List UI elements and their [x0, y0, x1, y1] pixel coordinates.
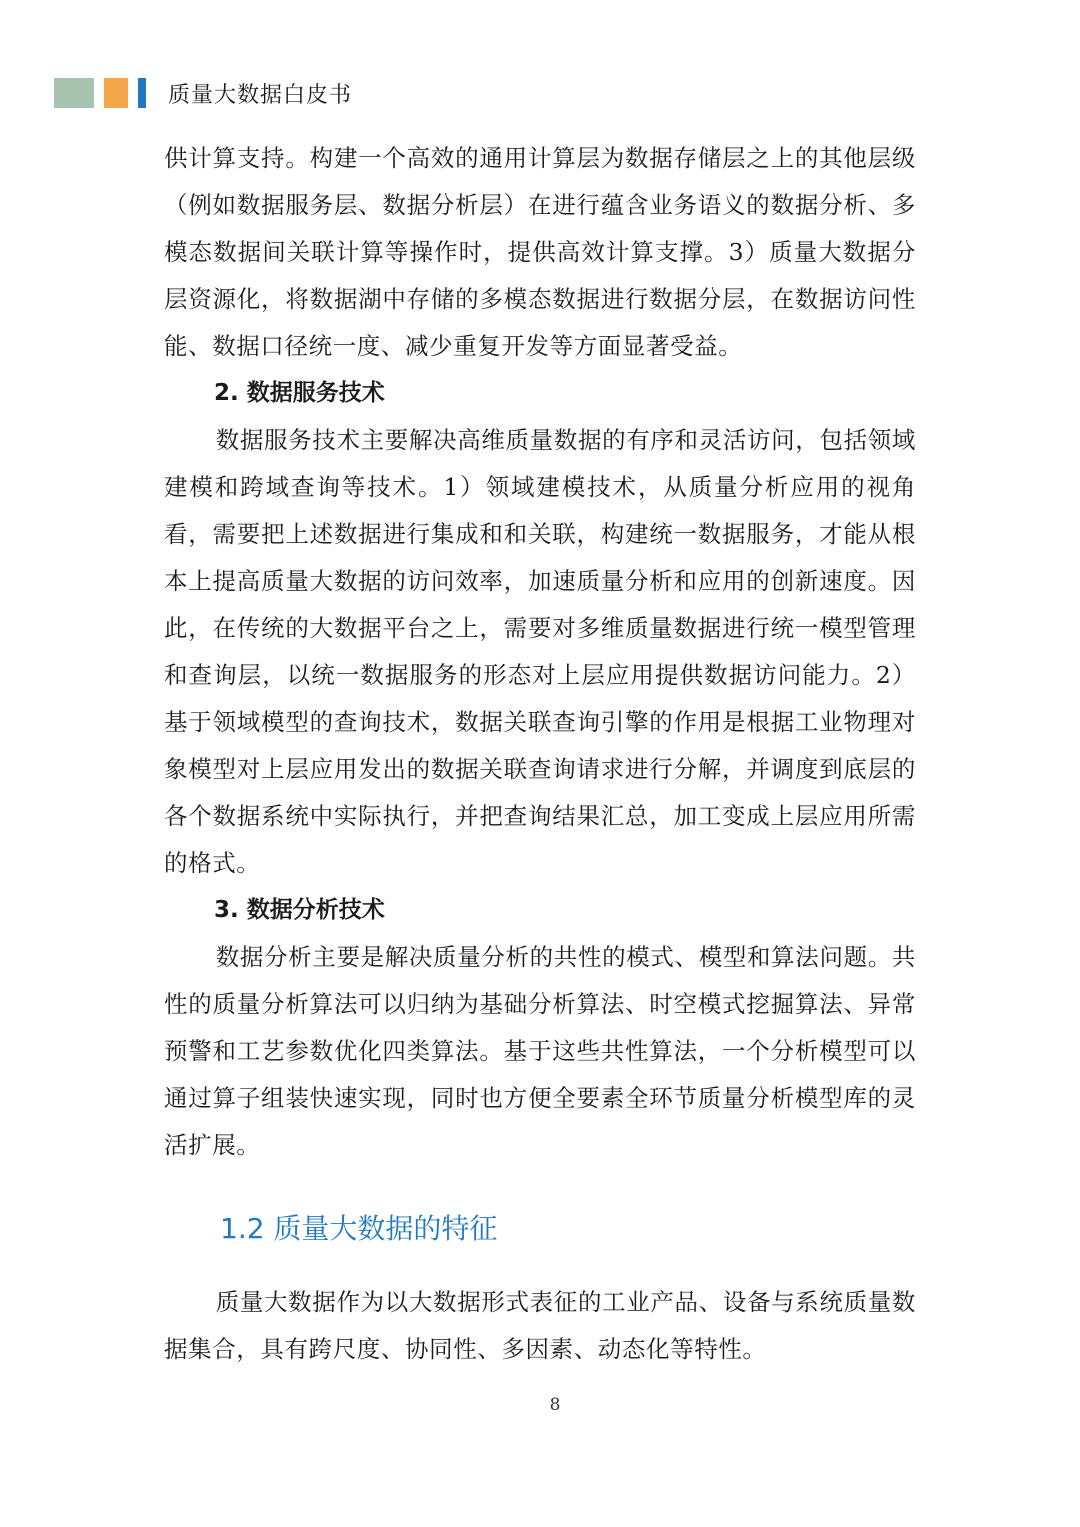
paragraph-data-analysis: 数据分析主要是解决质量分析的共性的模式、模型和算法问题。共性的质量分析算法可以归纳为基础分析算法、时空模式挖掘算法、异常预警和工艺参数优化四类算法。基于这些共性算法，一个分析模型可以通过算子组装快速实现，同时也方便全要素全环节质量分析模型库的灵活扩展。: [164, 943, 916, 1159]
section-title: 1.2 质量大数据的特征: [220, 1212, 498, 1245]
page-header: [54, 78, 352, 108]
header-blue-bar: [138, 78, 146, 108]
subheading-data-service: 2. 数据服务技术: [214, 380, 385, 406]
subheading-data-analysis: 3. 数据分析技术: [214, 897, 385, 923]
paragraph-continued: 供计算支持。构建一个高效的通用计算层为数据存储层之上的其他层级（例如数据服务层、数据分析层）在进行蕴含业务语义的数据分析、多模态数据间关联计算等操作时，提供高效计算支撑。3）质量大数据分层资源化，将数据湖中存储的多模态数据进行数据分层，在数据访问性能、数据口径统一度、减少重复开发等方面显著受益。: [164, 144, 916, 360]
paragraph-data-service: 数据服务技术主要解决高维质量数据的有序和灵活访问，包括领域建模和跨域查询等技术。1）领域建模技术，从质量分析应用的视角看，需要把上述数据进行集成和和关联，构建统一数据服务，才能从根本上提高质量大数据的访问效率，加速质量分析和应用的创新速度。因此，在传统的大数据平台之上，需要对多维质量数据进行统一模型管理和查询层，以统一数据服务的形态对上层应用提供数据访问能力。2）基于领域模型的查询技术，数据关联查询引擎的作用是根据工业物理对象模型对上层应用发出的数据关联查询请求进行分解，并调度到底层的各个数据系统中实际执行，并把查询结果汇总，加工变成上层应用所需的格式。: [164, 426, 916, 877]
header-title: 质量大数据白皮书: [168, 82, 353, 108]
paragraph-characteristics: 质量大数据作为以大数据形式表征的工业产品、设备与系统质量数据集合，具有跨尺度、协同性、多因素、动态化等特性。: [164, 1288, 916, 1363]
page-number: 8: [549, 1395, 561, 1415]
header-orange-block: [104, 78, 128, 108]
page-content: [164, 135, 916, 1373]
header-green-block: [54, 78, 94, 108]
